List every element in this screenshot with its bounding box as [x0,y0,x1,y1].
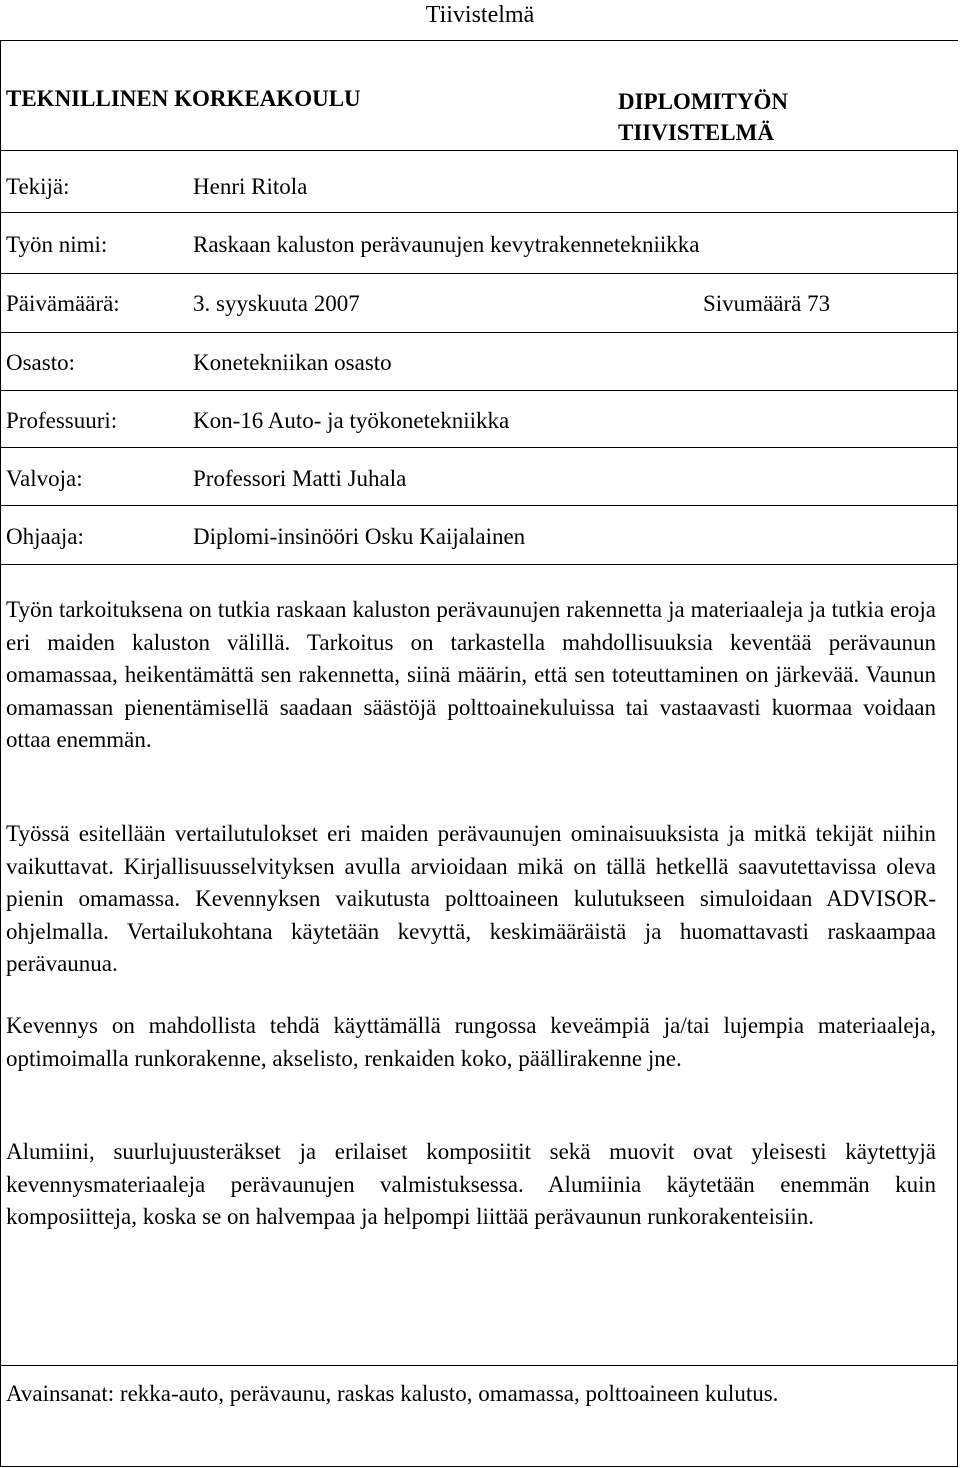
rule-after-author [0,212,958,213]
rule-after-instructor [0,564,958,565]
professorship-label: Professuuri: [6,408,118,433]
instructor-label: Ohjaaja: [6,524,84,549]
border-right [957,150,958,1466]
page-header: Tiivistelmä [425,2,535,28]
institution: TEKNILLINEN KORKEAKOULU [6,86,361,111]
border-left [0,40,1,1466]
keywords [6,1378,936,1411]
document-type-line1: DIPLOMITYÖN [618,89,788,114]
abstract-paragraph-4: Alumiini, suurlujuusteräkset ja erilaiset komposiitit sekä muovit ovat yleisesti käytettyjä kevennysmateriaaleja perävaunujen valmistuksessa. Alumiinia käytetään enemmän kuin komposiitteja, koska se on halvempaa ja helpompi liittää perävaunun runkorakenteisiin. [6,1139,936,1229]
rule-bottom [0,1466,958,1467]
rule-top [0,40,958,41]
abstract-paragraph-1: Työn tarkoituksena on tutkia raskaan kaluston perävaunujen rakennetta ja materiaaleja ja tutkia eroja eri maiden kaluston välillä. Tarkoitus on tarkastella mahdollisuuksia keventää perävaunun omamassaa, heikentämättä sen rakennetta, siinä määrin, että sen toteuttaminen on järkevää. Vaunun omamassan pienentämisellä saadaan säästöjä polttoainekuluissa tai vastaavasti kuormaa voidaan ottaa enemmän. [6,597,936,752]
supervisor-value: Professori Matti Juhala [193,466,407,491]
author-value: Henri Ritola [193,174,308,199]
title-label: Työn nimi: [6,232,108,257]
rule-after-professorship [0,447,958,448]
supervisor-label: Valvoja: [6,466,83,491]
date-value: 3. syyskuuta 2007 [193,291,360,316]
abstract-paragraph-3: Kevennys on mahdollista tehdä käyttämällä rungossa keveämpiä ja/tai lujempia materiaaleja, optimoimalla runkorakenne, akselisto, renkaiden koko, päällirakenne jne. [6,1013,936,1071]
document-type-line2: TIIVISTELMÄ [618,120,774,145]
document-type [618,86,788,148]
rule-after-date [0,332,958,333]
author-label: Tekijä: [6,174,70,199]
abstract-paragraph-2: Työssä esitellään vertailutulokset eri maiden perävaunujen ominaisuuksista ja mitkä tekijät niihin vaikuttavat. Kirjallisuusselvityksen avulla arvioidaan mikä on tällä hetkellä saavutettavissa oleva pienin omamassa. Kevennyksen vaikutusta polttoaineen kulutukseen simuloidaan ADVISOR-ohjelmalla. Vertailukohtana käytetään kevyttä, keskimääräistä ja huomattavasti raskaampaa perävaunua. [6,821,936,976]
professorship-value: Kon-16 Auto- ja työkonetekniikka [193,408,510,433]
rule-before-keywords [0,1365,958,1366]
title-value: Raskaan kaluston perävaunujen kevytrakennetekniikka [193,232,700,257]
keywords-label: Avainsanat: [6,1381,120,1406]
keywords-value: rekka-auto, perävaunu, raskas kalusto, omamassa, polttoaineen kulutus. [119,1381,779,1406]
rule-after-department [0,390,958,391]
rule-after-title [0,273,958,274]
rule-after-institution [0,150,958,151]
rule-after-supervisor [0,505,958,506]
date-label: Päivämäärä: [6,291,120,316]
department-value: Konetekniikan osasto [193,350,392,375]
department-label: Osasto: [6,350,75,375]
instructor-value: Diplomi-insinööri Osku Kaijalainen [193,524,526,549]
page-count: Sivumäärä 73 [703,291,831,316]
